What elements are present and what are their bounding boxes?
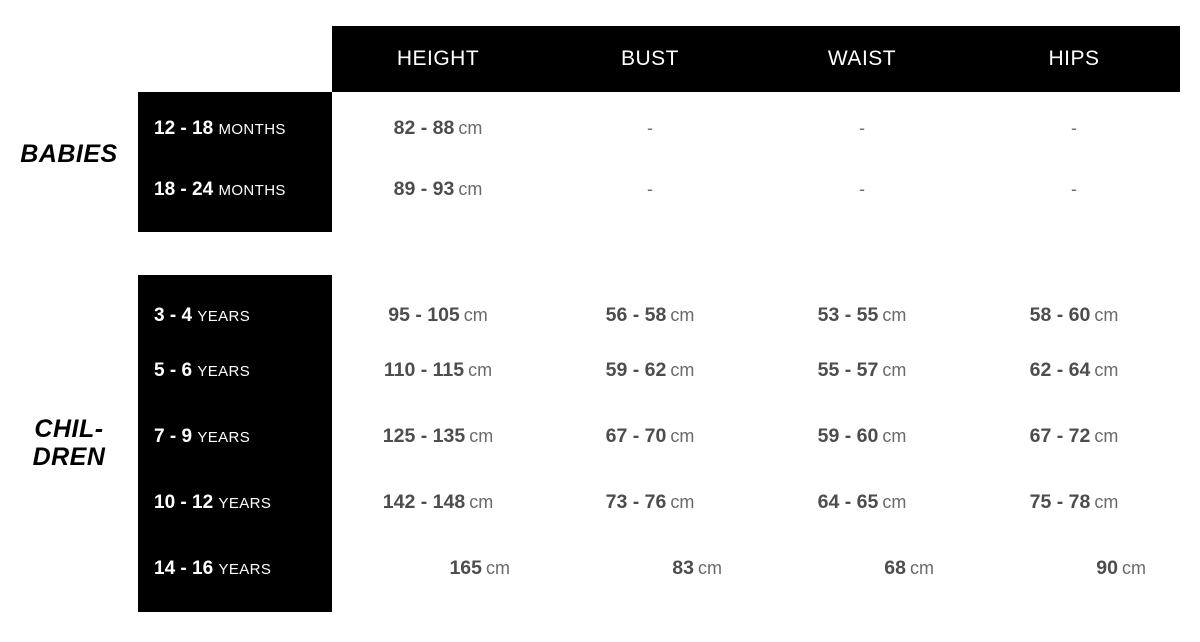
cell-unit: cm — [1094, 305, 1119, 325]
measure-cells — [332, 406, 1180, 467]
cell-value: 142 - 148 — [382, 491, 466, 513]
age-range: 18 - 24 — [154, 178, 214, 200]
cell-hips — [968, 340, 1180, 401]
measure-cells — [332, 98, 1180, 159]
cell-unit: cm — [882, 492, 907, 512]
age-cell — [138, 360, 332, 382]
cell-bust — [544, 159, 756, 220]
column-header-hips: HIPS — [1048, 47, 1100, 70]
table-row — [138, 406, 1180, 467]
cell-value: 75 - 78 — [1029, 491, 1091, 513]
table-row — [138, 538, 1180, 599]
cell-hips — [968, 472, 1180, 533]
cell-waist — [756, 159, 968, 220]
cell-height — [332, 98, 544, 159]
age-range: 12 - 18 — [154, 117, 214, 139]
age-range: 7 - 9 — [154, 425, 193, 447]
cell-value: 90 — [1096, 557, 1118, 579]
cell-unit: cm — [469, 426, 494, 446]
cell-waist — [756, 340, 968, 401]
cell-value: 95 - 105 — [388, 304, 460, 326]
column-header-bust: BUST — [620, 47, 679, 70]
cell-unit: cm — [486, 558, 510, 578]
table-row — [138, 159, 1180, 220]
cell-unit: cm — [469, 492, 494, 512]
cell-value: 165 — [449, 557, 482, 579]
group-title-children — [0, 415, 138, 471]
table-row — [138, 340, 1180, 401]
cell-unit: cm — [458, 118, 483, 138]
cell-unit: cm — [670, 305, 695, 325]
age-cell — [138, 305, 332, 327]
age-cell — [138, 492, 332, 514]
age-range: 5 - 6 — [154, 359, 193, 381]
measure-cells — [332, 285, 1180, 346]
cell-value: 89 - 93 — [393, 178, 455, 200]
cell-value: 82 - 88 — [393, 117, 455, 139]
group-title-line2: DREN — [32, 443, 106, 471]
cell-value: 58 - 60 — [1029, 304, 1091, 326]
cell-value: - — [647, 118, 653, 138]
cell-value: - — [1071, 118, 1077, 138]
cell-unit: cm — [1094, 360, 1119, 380]
cell-hips — [968, 285, 1180, 346]
cell-unit: cm — [910, 558, 934, 578]
cell-bust — [544, 285, 756, 346]
cell-value: 125 - 135 — [382, 425, 466, 447]
cell-value: - — [647, 179, 653, 199]
cell-unit: cm — [670, 492, 695, 512]
age-cell — [138, 558, 332, 580]
cell-unit: cm — [468, 360, 493, 380]
cell-bust — [544, 340, 756, 401]
cell-unit: cm — [882, 305, 907, 325]
cell-value: 83 — [672, 557, 694, 579]
cell-bust — [544, 98, 756, 159]
cell-value: - — [1071, 179, 1077, 199]
group-title-babies: BABIES — [20, 140, 118, 168]
age-unit: YEARS — [197, 307, 251, 325]
table-header-row — [332, 26, 1180, 92]
cell-unit: cm — [670, 426, 695, 446]
cell-unit: cm — [670, 360, 695, 380]
cell-value: 56 - 58 — [605, 304, 667, 326]
age-unit: MONTHS — [218, 120, 286, 138]
cell-height — [332, 538, 544, 599]
age-cell — [138, 118, 332, 140]
cell-hips — [968, 538, 1180, 599]
measure-cells — [332, 340, 1180, 401]
age-range: 3 - 4 — [154, 304, 193, 326]
cell-value: 59 - 60 — [817, 425, 879, 447]
column-header-height: HEIGHT — [396, 47, 480, 70]
cell-value: 55 - 57 — [817, 359, 879, 381]
group-title-line1: CHIL- — [34, 415, 104, 443]
cell-waist — [756, 98, 968, 159]
cell-unit: cm — [882, 426, 907, 446]
cell-bust — [544, 406, 756, 467]
age-range: 14 - 16 — [154, 557, 214, 579]
table-row — [138, 98, 1180, 159]
cell-unit: cm — [458, 179, 483, 199]
table-row — [138, 285, 1180, 346]
cell-unit: cm — [1094, 492, 1119, 512]
cell-value: 64 - 65 — [817, 491, 879, 513]
measure-cells — [332, 472, 1180, 533]
cell-unit: cm — [882, 360, 907, 380]
age-unit: YEARS — [197, 428, 251, 446]
cell-value: - — [859, 118, 865, 138]
age-range: 10 - 12 — [154, 491, 214, 513]
age-unit: MONTHS — [218, 181, 286, 199]
cell-value: 67 - 72 — [1029, 425, 1091, 447]
cell-waist — [756, 472, 968, 533]
age-unit: YEARS — [218, 494, 272, 512]
cell-height — [332, 340, 544, 401]
age-cell — [138, 426, 332, 448]
cell-height — [332, 406, 544, 467]
cell-unit: cm — [1094, 426, 1119, 446]
cell-value: 110 - 115 — [383, 359, 465, 381]
measure-cells — [332, 538, 1180, 599]
cell-value: - — [859, 179, 865, 199]
cell-waist — [756, 538, 968, 599]
measure-cells — [332, 159, 1180, 220]
cell-value: 62 - 64 — [1029, 359, 1091, 381]
cell-value: 53 - 55 — [817, 304, 879, 326]
cell-waist — [756, 406, 968, 467]
cell-unit: cm — [698, 558, 722, 578]
age-unit: YEARS — [197, 362, 251, 380]
cell-height — [332, 472, 544, 533]
age-unit: YEARS — [218, 560, 272, 578]
cell-hips — [968, 406, 1180, 467]
cell-hips — [968, 98, 1180, 159]
cell-value: 67 - 70 — [605, 425, 667, 447]
cell-unit: cm — [463, 305, 488, 325]
cell-hips — [968, 159, 1180, 220]
cell-value: 68 — [884, 557, 906, 579]
cell-height — [332, 285, 544, 346]
age-cell — [138, 179, 332, 201]
cell-value: 73 - 76 — [605, 491, 667, 513]
cell-bust — [544, 472, 756, 533]
table-row — [138, 472, 1180, 533]
cell-unit: cm — [1122, 558, 1146, 578]
column-header-waist: WAIST — [827, 47, 897, 70]
cell-waist — [756, 285, 968, 346]
cell-height — [332, 159, 544, 220]
cell-bust — [544, 538, 756, 599]
cell-value: 59 - 62 — [605, 359, 667, 381]
